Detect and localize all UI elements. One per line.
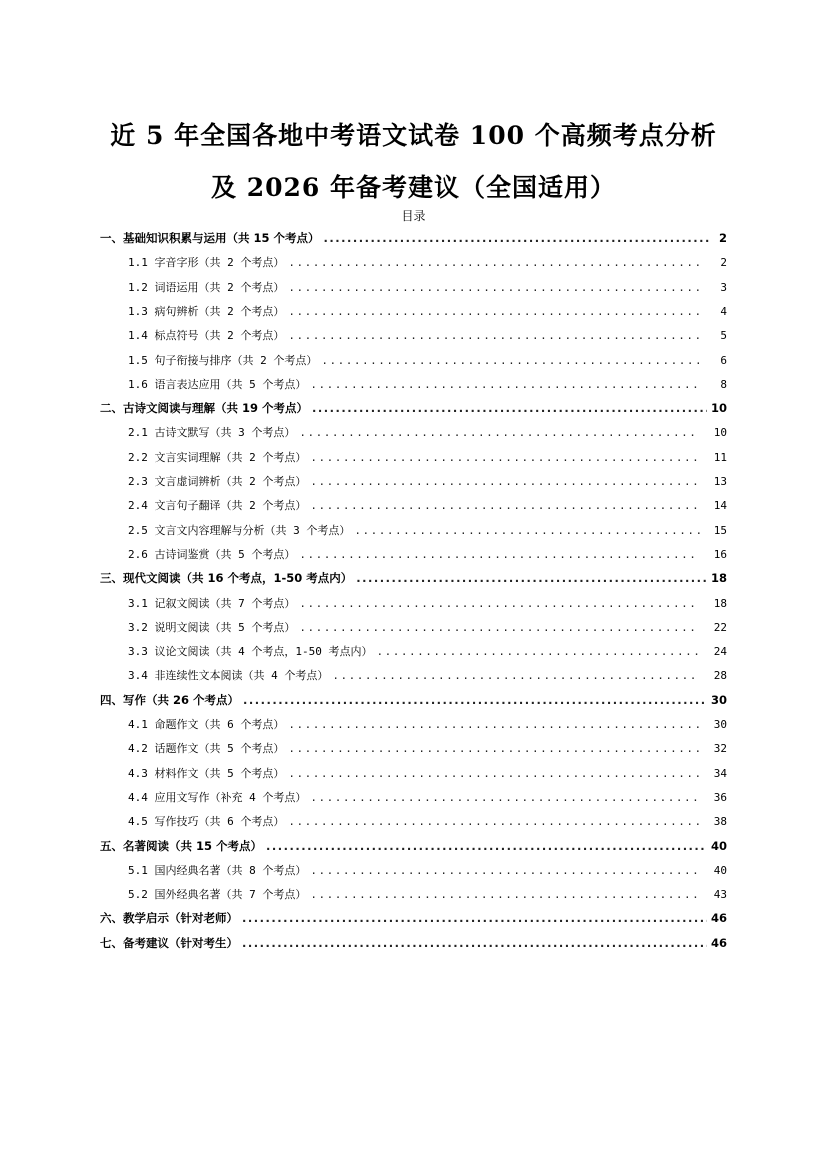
toc-page-number: 2 — [720, 256, 727, 270]
toc-dot-leader — [310, 475, 699, 488]
toc-page-number: 15 — [713, 523, 727, 537]
toc-section-entry[interactable] — [100, 400, 727, 420]
toc-dot-leader — [242, 936, 707, 950]
document-title-line-1: 近 5 年全国各地中考语文试卷 100 个高频考点分析 — [110, 121, 717, 150]
toc-subsection-entry[interactable] — [128, 303, 727, 323]
toc-entry-label: 3.3 议论文阅读（共 4 个考点，1-50 考点内） — [128, 645, 373, 659]
toc-dot-leader — [242, 911, 707, 925]
toc-dot-leader — [299, 548, 699, 561]
toc-entry-label: 4.5 写作技巧（共 6 个考点） — [128, 815, 285, 829]
toc-subsection-entry[interactable] — [128, 619, 727, 639]
toc-dot-leader — [376, 645, 699, 658]
toc-subsection-entry[interactable] — [128, 473, 727, 493]
toc-page-number: 3 — [720, 280, 727, 294]
toc-page-number: 22 — [713, 620, 727, 634]
toc-section-entry[interactable] — [100, 692, 727, 712]
toc-dot-leader — [299, 621, 699, 634]
toc-dot-leader — [288, 815, 699, 828]
toc-dot-leader — [288, 767, 699, 780]
document-title-line-2: 及 2026 年备考建议（全国适用） — [211, 173, 616, 202]
toc-entry-label: 1.5 句子衔接与排序（共 2 个考点） — [128, 353, 318, 367]
toc-dot-leader — [266, 839, 707, 853]
toc-section-entry[interactable] — [100, 570, 727, 590]
toc-page-number: 34 — [713, 766, 727, 780]
toc-page-number: 5 — [720, 329, 727, 343]
toc-entry-label: 一、基础知识积累与运用（共 15 个考点） — [100, 231, 320, 245]
toc-subsection-entry[interactable] — [128, 789, 727, 809]
toc-subsection-entry[interactable] — [128, 740, 727, 760]
toc-entry-label: 2.5 文言文内容理解与分析（共 3 个考点） — [128, 523, 351, 537]
toc-entry-label: 1.4 标点符号（共 2 个考点） — [128, 329, 285, 343]
toc-dot-leader — [288, 256, 701, 269]
toc-dot-leader — [288, 742, 699, 755]
toc-section-entry[interactable] — [100, 910, 727, 930]
toc-subsection-entry[interactable] — [128, 254, 727, 274]
toc-heading: 目录 — [401, 209, 426, 223]
toc-entry-label: 4.4 应用文写作（补充 4 个考点） — [128, 790, 307, 804]
toc-subsection-entry[interactable] — [128, 376, 727, 396]
toc-page-number: 11 — [713, 450, 727, 464]
toc-subsection-entry[interactable] — [128, 546, 727, 566]
toc-page-number: 46 — [710, 935, 727, 950]
toc-page-number: 30 — [710, 692, 727, 707]
toc-dot-leader — [310, 378, 701, 391]
toc-page-number: 2 — [718, 231, 727, 245]
toc-subsection-entry[interactable] — [128, 424, 727, 444]
toc-subsection-entry[interactable] — [128, 886, 727, 906]
toc-page-number: 8 — [720, 377, 727, 391]
toc-subsection-entry[interactable] — [128, 716, 727, 736]
toc-entry-label: 2.4 文言句子翻译（共 2 个考点） — [128, 499, 307, 513]
toc-dot-leader — [288, 718, 699, 731]
toc-subsection-entry[interactable] — [128, 862, 727, 882]
toc-page-number: 43 — [713, 888, 727, 902]
toc-entry-label: 5.1 国内经典名著（共 8 个考点） — [128, 863, 307, 877]
toc-entry-label: 七、备考建议（针对考生） — [100, 935, 238, 950]
toc-entry-label: 4.3 材料作文（共 5 个考点） — [128, 766, 285, 780]
toc-subsection-entry[interactable] — [128, 643, 727, 663]
toc-dot-leader — [312, 401, 707, 415]
toc-entry-label: 2.3 文言虚词辨析（共 2 个考点） — [128, 475, 307, 488]
toc-entry-label: 5.2 国外经典名著（共 7 个考点） — [128, 888, 307, 902]
toc-dot-leader — [243, 693, 707, 707]
toc-page-number: 38 — [713, 815, 727, 829]
toc-entry-label: 五、名著阅读（共 15 个考点） — [100, 838, 263, 853]
toc-subsection-entry[interactable] — [128, 449, 727, 469]
toc-entry-label: 1.6 语言表达应用（共 5 个考点） — [128, 377, 307, 391]
toc-page-number: 28 — [713, 669, 727, 683]
toc-subsection-entry[interactable] — [128, 595, 727, 615]
toc-dot-leader — [299, 597, 699, 610]
toc-page-number: 40 — [713, 863, 727, 877]
toc-entry-label: 3.1 记叙文阅读（共 7 个考点） — [128, 596, 296, 610]
toc-entry-label: 1.2 词语运用（共 2 个考点） — [128, 280, 285, 294]
toc-entry-label: 三、现代文阅读（共 16 个考点，1-50 考点内） — [100, 571, 353, 586]
toc-dot-leader — [324, 231, 711, 245]
toc-dot-leader — [332, 669, 699, 682]
toc-dot-leader — [310, 888, 699, 901]
toc-entry-label: 2.1 古诗文默写（共 3 个考点） — [128, 426, 296, 440]
toc-section-entry[interactable] — [100, 838, 727, 858]
toc-page-number: 6 — [720, 353, 727, 367]
toc-subsection-entry[interactable] — [128, 279, 727, 299]
toc-entry-label: 二、古诗文阅读与理解（共 19 个考点） — [100, 401, 309, 416]
toc-page-number: 16 — [713, 547, 727, 561]
toc-entry-label: 4.1 命题作文（共 6 个考点） — [128, 718, 285, 731]
toc-page-number: 32 — [713, 742, 727, 756]
toc-subsection-entry[interactable] — [128, 667, 727, 687]
toc-page-number: 36 — [713, 790, 727, 804]
toc-entry-label: 1.1 字音字形（共 2 个考点） — [128, 256, 285, 270]
toc-dot-leader — [356, 571, 707, 585]
toc-subsection-entry[interactable] — [128, 522, 727, 542]
toc-dot-leader — [310, 864, 699, 877]
toc-dot-leader — [354, 524, 699, 537]
toc-dot-leader — [310, 499, 699, 512]
toc-entry-label: 3.2 说明文阅读（共 5 个考点） — [128, 620, 296, 634]
toc-dot-leader — [321, 354, 701, 367]
toc-entry-label: 2.6 古诗词鉴赏（共 5 个考点） — [128, 547, 296, 561]
toc-entry-label: 六、教学启示（针对老师） — [100, 911, 238, 926]
toc-dot-leader — [310, 791, 699, 804]
toc-entry-label: 1.3 病句辨析（共 2 个考点） — [128, 304, 285, 318]
toc-page-number: 18 — [713, 596, 727, 610]
toc-page-number: 46 — [710, 911, 727, 926]
toc-page-number: 13 — [713, 475, 727, 488]
toc-page-number: 14 — [713, 499, 727, 513]
toc-entry-label: 3.4 非连续性文本阅读（共 4 个考点） — [128, 669, 329, 683]
toc-page-number: 10 — [710, 401, 727, 416]
toc-subsection-entry[interactable] — [128, 327, 727, 347]
toc-page-number: 10 — [713, 426, 727, 440]
toc-section-entry[interactable] — [100, 230, 727, 250]
toc-subsection-entry[interactable] — [128, 765, 727, 785]
toc-page-number: 4 — [720, 304, 727, 318]
toc-page-number: 24 — [713, 645, 727, 659]
toc-section-entry[interactable] — [100, 935, 727, 955]
toc-dot-leader — [288, 305, 701, 318]
toc-subsection-entry[interactable] — [128, 497, 727, 517]
toc-page-number: 30 — [713, 718, 727, 731]
toc-entry-label: 4.2 话题作文（共 5 个考点） — [128, 742, 285, 756]
toc-dot-leader — [288, 281, 701, 294]
toc-subsection-entry[interactable] — [128, 352, 727, 372]
toc-dot-leader — [288, 329, 701, 342]
toc-entry-label: 四、写作（共 26 个考点） — [100, 692, 240, 707]
toc-subsection-entry[interactable] — [128, 813, 727, 833]
toc-page-number: 18 — [710, 571, 727, 586]
toc-dot-leader — [299, 426, 699, 439]
toc-entry-label: 2.2 文言实词理解（共 2 个考点） — [128, 450, 307, 464]
toc-page-number: 40 — [710, 838, 727, 853]
toc-dot-leader — [310, 451, 699, 464]
